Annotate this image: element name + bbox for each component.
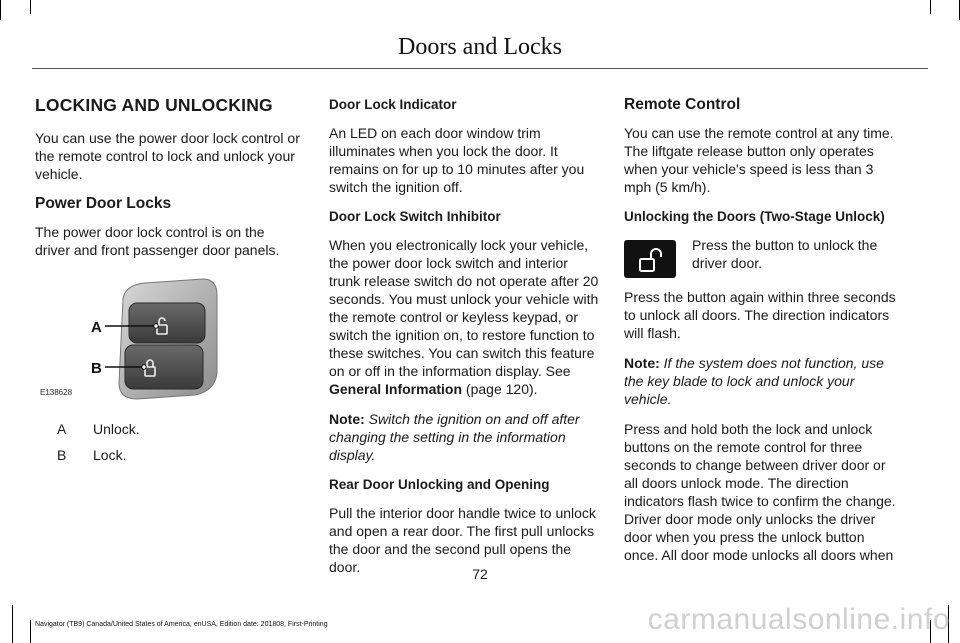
legend [35, 420, 303, 464]
note-paragraph [624, 354, 896, 408]
press-again-paragraph: Press the button again within three seconds to unlock all doors. The direction indicators will flash. [624, 289, 896, 341]
page-number: 72 [472, 566, 488, 582]
note-label: Note: [624, 355, 660, 371]
note-text: Switch the ignition on and off after changing the setting in the information display. [329, 411, 580, 463]
inhibitor-text: When you electronically lock your vehicle, the power door lock switch and interior trunk release switch do not operate after 20 seconds. You must unlock your vehicle with the remote control or keyless keypad, or switch the ignition on, to restore function to these switches. You can switch this feature on or off in the information display. See [329, 237, 599, 379]
subheading-rear-door-unlocking: Rear Door Unlocking and Opening [329, 477, 550, 492]
cross-reference-page: (page 120). [462, 381, 538, 397]
power-locks-paragraph: The power door lock control is on the driver and front passenger door panels. [35, 224, 280, 258]
column-2 [329, 96, 601, 588]
indicator-paragraph: An LED on each door window trim illuminates when you lock the door. It remains on for up to 10 minutes after you switch the ignition off. [329, 125, 585, 195]
intro-paragraph: You can use the power door lock control or the remote control to lock and unlock your vehicle. [35, 130, 300, 182]
subheading-power-door-locks: Power Door Locks [35, 195, 172, 212]
figure-code: E138628 [40, 388, 73, 397]
unlock-button-block [624, 236, 896, 278]
legend-key: A [57, 421, 67, 437]
watermark: carmanualsonline.info [647, 603, 950, 636]
legend-value: Lock. [93, 447, 127, 463]
crop-mark [12, 605, 13, 643]
crop-mark [0, 0, 1, 20]
crop-mark [30, 620, 31, 643]
crop-mark [30, 0, 31, 14]
legend-row [35, 420, 303, 438]
note-label: Note: [329, 411, 365, 427]
crop-mark [930, 0, 931, 14]
inhibitor-paragraph [329, 236, 601, 398]
unlock-button-icon [624, 240, 676, 278]
subheading-door-lock-switch-inhibitor: Door Lock Switch Inhibitor [329, 209, 501, 224]
press-hold-paragraph: Press and hold both the lock and unlock buttons on the remote control for three seconds to change between driver door or all doors unlock mode. The direction indicators flash twice to confirm the change. Driver door mode only unlocks the driver door when you press the unlock button once. All door mode unlocks all doors when [624, 421, 896, 563]
legend-value: Unlock. [93, 421, 140, 437]
press-button-text: Press the button to unlock the driver door. [692, 237, 878, 271]
header-rule [32, 68, 928, 69]
subheading-remote-control: Remote Control [624, 96, 741, 113]
legend-key: B [57, 447, 67, 463]
label-b: B [91, 360, 102, 377]
label-a: A [91, 319, 102, 336]
door-lock-switch-image [35, 271, 303, 406]
subheading-door-lock-indicator: Door Lock Indicator [329, 97, 457, 112]
remote-paragraph: You can use the remote control at any time. The liftgate release button only operates when your vehicle's speed is less than 3 mph (5 km/h). [624, 125, 894, 195]
page-header-title: Doors and Locks [398, 34, 562, 60]
note-paragraph [329, 410, 601, 464]
note-text: If the system does not function, use the key blade to lock and unlock your vehicle. [624, 355, 884, 407]
legend-row [35, 446, 303, 464]
door-lock-switch-illustration [35, 271, 303, 406]
cross-reference-link[interactable]: General Information [329, 381, 463, 397]
section-heading: LOCKING AND UNLOCKING [35, 95, 273, 115]
footer-edition-info: Navigator (TB9) Canada/United States of America, enUSA, Edition date: 201808, First-Printing [35, 621, 328, 628]
subheading-two-stage-unlock: Unlocking the Doors (Two-Stage Unlock) [624, 209, 885, 224]
column-3 [624, 96, 896, 576]
column-1 [35, 96, 303, 472]
rear-door-paragraph: Pull the interior door handle twice to unlock and open a rear door. The first pull unlocks the door and the second pull opens the door. [329, 505, 596, 575]
